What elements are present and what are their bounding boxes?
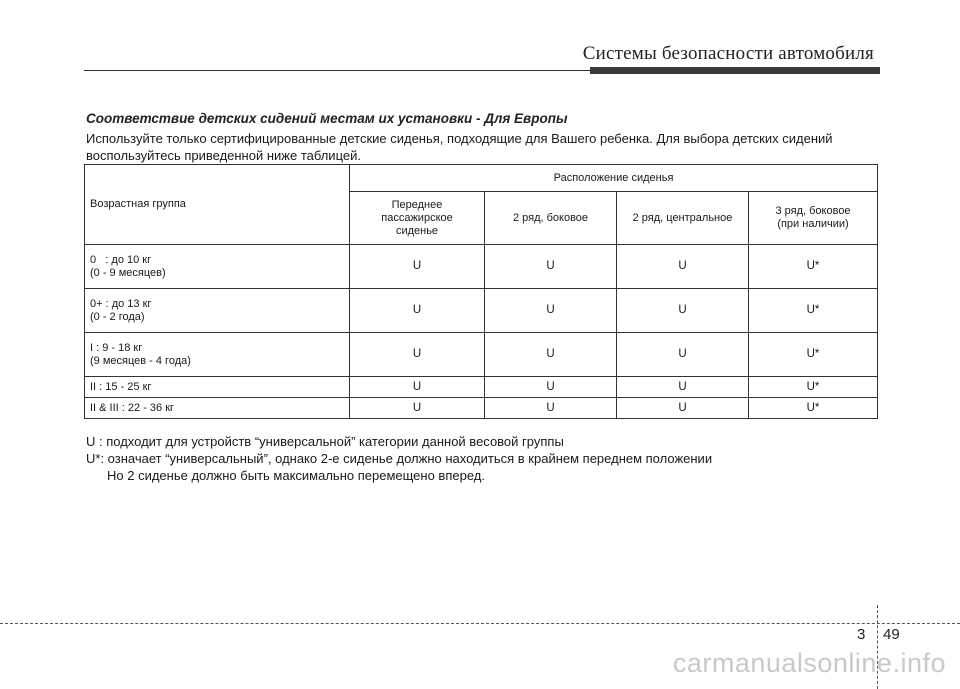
table-cell: U (350, 245, 485, 289)
table-row (85, 333, 878, 377)
table-cell: U (617, 377, 749, 398)
column-header-row2-side: 2 ряд, боковое (485, 192, 617, 245)
column-header-front-passenger: Переднее пассажирское сиденье (350, 192, 485, 245)
table-cell: U (617, 398, 749, 419)
intro-paragraph: Используйте только сертифицированные детские сиденья, подходящие для Вашего ребенка. Для выбора детских сидений воспользуйтесь приведенной ниже таблицей. (86, 131, 833, 163)
seat-position-header: Расположение сиденья (350, 165, 878, 192)
page-number: 49 (883, 626, 900, 643)
watermark: carmanualsonline.info (672, 648, 946, 678)
table-cell: U (485, 333, 617, 377)
footer-rule (0, 623, 960, 624)
table-cell: U (350, 377, 485, 398)
header-rule-accent (590, 67, 880, 74)
table-cell: U* (749, 333, 878, 377)
chapter-header-title: Системы безопасности автомобиля (582, 43, 874, 64)
column-header-row3-side: 3 ряд, боковое (при наличии) (749, 192, 878, 245)
table-cell: U (350, 398, 485, 419)
legend (86, 433, 886, 484)
age-group-cell: 0+ : до 13 кг (0 - 2 года) (85, 289, 350, 333)
age-group-header: Возрастная группа (85, 165, 350, 245)
child-seat-compatibility-table (84, 164, 878, 419)
table-cell: U* (749, 377, 878, 398)
table-cell: U* (749, 398, 878, 419)
table-cell: U* (749, 289, 878, 333)
legend-u-star: U*: означает “универсальный”, однако 2-е сиденье должно находиться в крайнем переднем положении (86, 451, 713, 466)
table-row (85, 245, 878, 289)
section-title: Соответствие детских сидений местам их установки - Для Европы (86, 111, 568, 126)
column-header-row2-center: 2 ряд, центральное (617, 192, 749, 245)
age-group-cell: 0 : до 10 кг (0 - 9 месяцев) (85, 245, 350, 289)
table-row (85, 398, 878, 419)
table-cell: U (485, 398, 617, 419)
table-row (85, 289, 878, 333)
table-cell: U (485, 289, 617, 333)
header-rule (84, 70, 590, 71)
table-cell: U (485, 377, 617, 398)
legend-u: U : подходит для устройств “универсальной” категории данной весовой группы (86, 434, 564, 449)
table-cell: U (617, 333, 749, 377)
age-group-cell: II & III : 22 - 36 кг (85, 398, 350, 419)
table-header-row (85, 165, 878, 192)
age-group-cell: II : 15 - 25 кг (85, 377, 350, 398)
table-cell: U* (749, 245, 878, 289)
table-cell: U (617, 289, 749, 333)
table-cell: U (350, 289, 485, 333)
table-cell: U (350, 333, 485, 377)
table-row (85, 377, 878, 398)
table-cell: U (617, 245, 749, 289)
legend-u-star-continued: Но 2 сиденье должно быть максимально перемещено вперед. (107, 468, 485, 483)
table-cell: U (485, 245, 617, 289)
age-group-cell: I : 9 - 18 кг (9 месяцев - 4 года) (85, 333, 350, 377)
chapter-number: 3 (857, 626, 866, 643)
